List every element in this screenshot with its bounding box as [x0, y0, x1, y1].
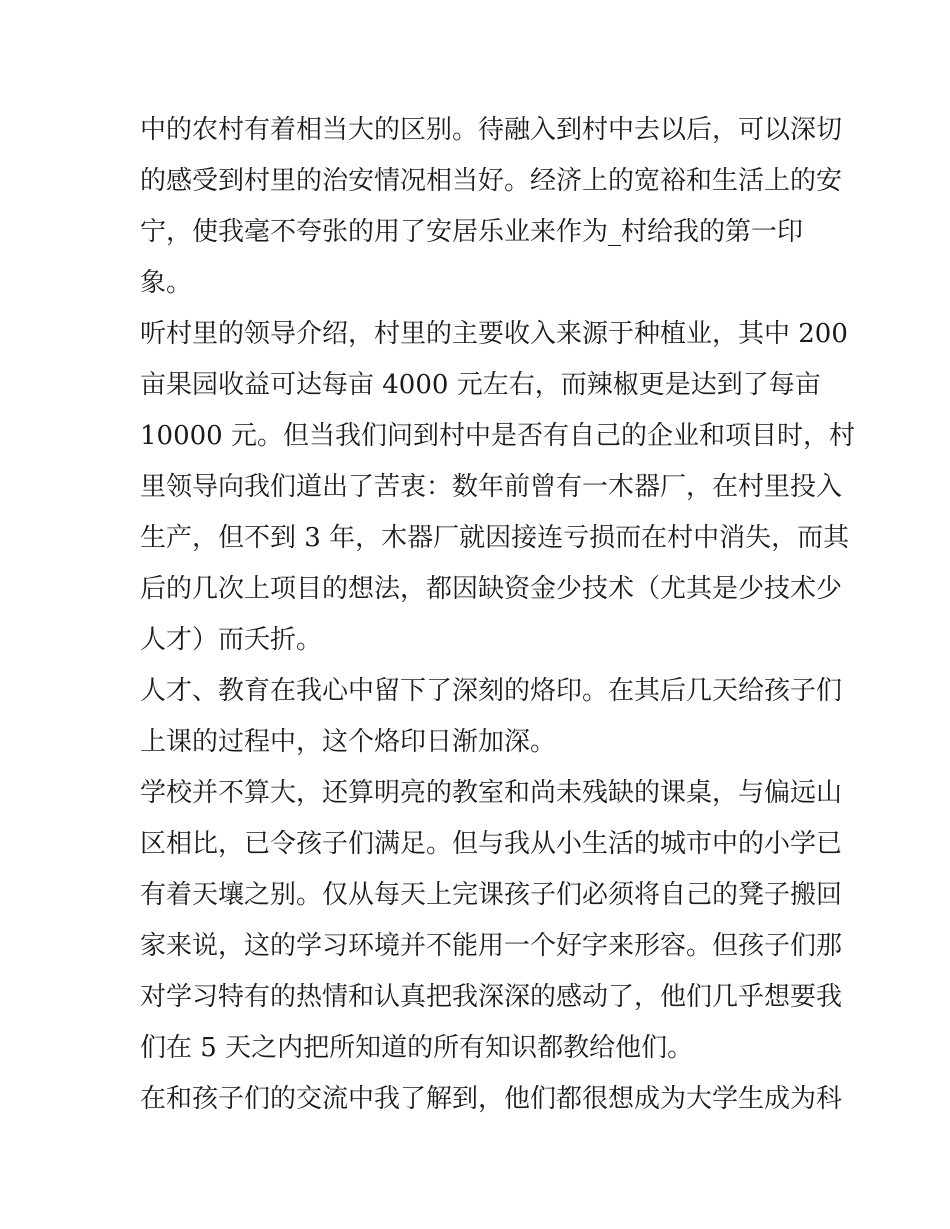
text-line: 里领导向我们道出了苦衷：数年前曾有一木器厂，在村里投入 [140, 472, 843, 502]
text-line: 的感受到村里的治安情况相当好。经济上的宽裕和生活上的安 [140, 166, 843, 196]
text-line: 人才）而夭折。 [140, 625, 323, 655]
text-line: 家来说，这的学习环境并不能用一个好字来形容。但孩子们那 [140, 931, 843, 961]
text-line: 有着天壤之别。仅从每天上完课孩子们必须将自己的凳子搬回 [140, 880, 843, 910]
text-line: 人才、教育在我心中留下了深刻的烙印。在其后几天给孩子们 [140, 676, 843, 706]
text-line: 在和孩子们的交流中我了解到，他们都很想成为大学生成为科 [140, 1084, 843, 1114]
document-body [140, 105, 855, 1125]
text-line: 象。 [140, 268, 193, 298]
text-line: 中的农村有着相当大的区别。待融入到村中去以后，可以深切 [140, 115, 843, 145]
text-line: 生产，但不到 3 年，木器厂就因接连亏损而在村中消失，而其 [140, 523, 850, 553]
text-line: 学校并不算大，还算明亮的教室和尚未残缺的课桌，与偏远山 [140, 778, 843, 808]
text-line: 对学习特有的热情和认真把我深深的感动了，他们几乎想要我 [140, 982, 843, 1012]
text-line: 听村里的领导介绍，村里的主要收入来源于种植业，其中 200 [140, 319, 848, 349]
text-line: 后的几次上项目的想法，都因缺资金少技术（尤其是少技术少 [140, 574, 843, 604]
text-line: 们在 5 天之内把所知道的所有知识都教给他们。 [140, 1033, 694, 1063]
text-line: 区相比，已令孩子们满足。但与我从小生活的城市中的小学已 [140, 829, 843, 859]
text-line: 上课的过程中，这个烙印日渐加深。 [140, 727, 557, 757]
text-line: 宁，使我毫不夸张的用了安居乐业来作为_村给我的第一印 [140, 217, 804, 247]
text-line: 亩果园收益可达每亩 4000 元左右，而辣椒更是达到了每亩 [140, 370, 821, 400]
text-line: 10000 元。但当我们问到村中是否有自己的企业和项目时，村 [140, 421, 855, 451]
